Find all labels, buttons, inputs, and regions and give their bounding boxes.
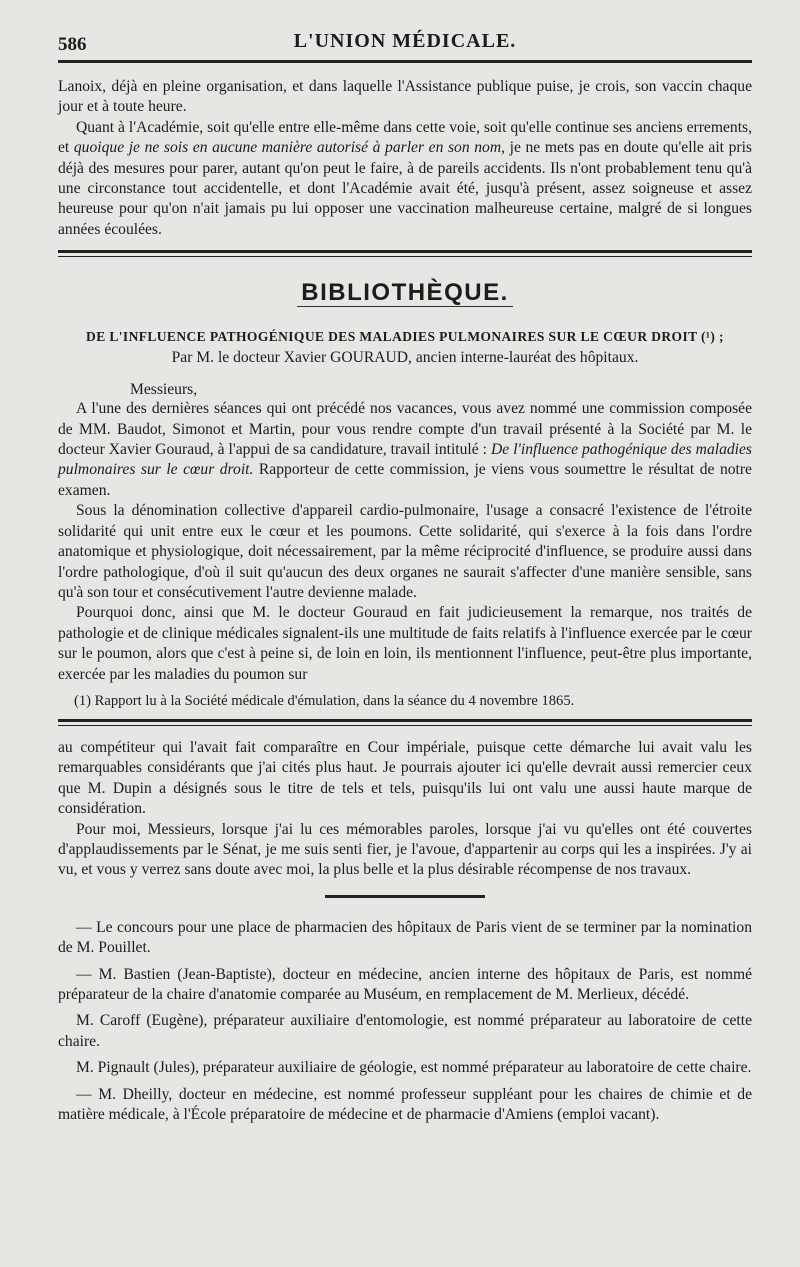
continued-feuilleton (58, 738, 752, 881)
paragraph: Pourquoi donc, ainsi que M. le docteur Gouraud en fait judicieusement la remarque, nos traités de pathologie et de clinique médicales signalent-ils une multitude de faits relatifs à l'influence exercée par le cœur sur le poumon, alors que c'est à peine si, de loin en loin, ils mentionnent l'influence, peut-être plus importante, exercée par les maladies du poumon sur (58, 604, 752, 683)
text-run: je ne mets pas en doute qu'elle ait pris déjà des mesures pour parer, autant qu'on peut le faire, à de pareils accidents. Ils n'ont probablement tenu qu'à une circonstance tout accidentelle, et dont l'Académie avait été, jusqu'à présent, assez soigneuse et assez heureuse pour qu'on n'ait jamais pu lui opposer une vaccination malheureuse certaine, malgré de si longues années écoulées. (58, 139, 752, 238)
paragraph (58, 399, 752, 501)
section-title: BIBLIOTHÈQUE. (297, 279, 513, 307)
news-items (58, 918, 752, 1126)
italic-run: quoique je ne sois en aucune manière autorisé à parler en son nom, (73, 139, 506, 157)
footnote: (1) Rapport lu à la Société médicale d'émulation, dans la séance du 4 novembre 1865. (74, 692, 575, 709)
article-byline: Par M. le docteur Xavier GOURAUD, ancien interne-lauréat des hôpitaux. (171, 349, 639, 367)
section-heading (58, 267, 752, 317)
paragraph: Sous la dénomination collective d'appareil cardio-pulmonaire, l'usage a consacré l'existence de l'étroite solidarité qui unit entre eux le cœur et les poumons. Cette solidarité, qui s'exerce à la fois dans l'ordre anatomique et physiologique, doit nécessairement, par la même réciprocité d'influence, se produire aussi dans l'ordre pathologique, d'où il suit qu'aucun des deux organes ne saurait s'affecter d'une manière sensible, sans qu'à son tour et consécutivement l'autre devienne malade. (58, 502, 752, 601)
text-run: Quant à l'Académie, soit qu'elle entre elle-même dans cette voie, soit qu'elle continue ses anciens errements, et (58, 118, 752, 157)
running-title: L'UNION MÉDICALE. (293, 30, 517, 52)
short-divider (325, 895, 485, 898)
news-item: — M. Bastien (Jean-Baptiste), docteur en médecine, ancien interne des hôpitaux de Paris, est nommé préparateur de la chaire d'anatomie comparée au Muséum, en remplacement de M. Merlieux, décédé. (58, 965, 752, 1003)
page-header (58, 0, 752, 60)
news-item: — M. Dheilly, docteur en médecine, est nommé professeur suppléant pour les chaires de chimie et de matière médicale, à l'École préparatoire de médecine et de pharmacie d'Amiens (emploi vacant). (58, 1085, 752, 1124)
italic-run: De l'influence pathogénique des maladies pulmonaires sur le cœur droit. (58, 441, 752, 479)
continued-article (58, 77, 752, 240)
paragraph: au compétiteur qui l'avait fait comparaître en Cour impériale, puisque cette démarche lui avait valu les remarquables considérants que j'ai cités plus haut. Je pourrais ajouter ici qu'elle devrait aussi remercier ceux que M. Dupin a désignés sous le titre de tels et tels, puisqu'ils lui ont valu une aussi haute marque de considération. (58, 738, 752, 818)
paragraph: Lanoix, déjà en pleine organisation, et dans laquelle l'Assistance publique puise, je crois, son vaccin chaque jour et à toute heure. (58, 78, 752, 116)
news-item: — Le concours pour une place de pharmacien des hôpitaux de Paris vient de se terminer par la nomination de M. Pouillet. (58, 918, 752, 957)
header-rule (58, 60, 752, 63)
news-item: M. Pignault (Jules), préparateur auxiliaire de géologie, est nommé préparateur au laboratoire de cette chaire. (76, 1059, 752, 1077)
text-run: A l'une des dernières séances qui ont précédé nos vacances, vous avez nommé une commission composée de MM. Baudot, Simonot et Martin, pour vous rendre compte d'un travail présenté à la Société par M. le docteur Xavier Gouraud, à l'appui de sa candidature, travail intitulé : (58, 400, 752, 459)
article-title: DE L'INFLUENCE PATHOGÉNIQUE DES MALADIES PULMONAIRES SUR LE CŒUR DROIT (¹) ; (86, 329, 724, 345)
text-run: Rapporteur de cette commission, je viens vous soumettre le résultat de notre examen. (58, 461, 752, 499)
section-divider (58, 719, 752, 726)
news-item: M. Caroff (Eugène), préparateur auxiliaire d'entomologie, est nommé préparateur au laboratoire de cette chaire. (58, 1012, 752, 1050)
paragraph: Pour moi, Messieurs, lorsque j'ai lu ces mémorables paroles, lorsque j'ai vu qu'elles ont été couvertes d'applaudissements par le Sénat, je me suis senti fier, je l'avoue, d'appartenir au corps qui les a inspirées. J'y ai vu, et vous y verrez sans doute avec moi, la plus belle et la plus désirable récompense de nos travaux. (58, 820, 752, 879)
paragraph (58, 118, 752, 240)
section-divider (58, 250, 752, 257)
salutation: Messieurs, (130, 381, 198, 399)
page-number: 586 (58, 34, 87, 55)
